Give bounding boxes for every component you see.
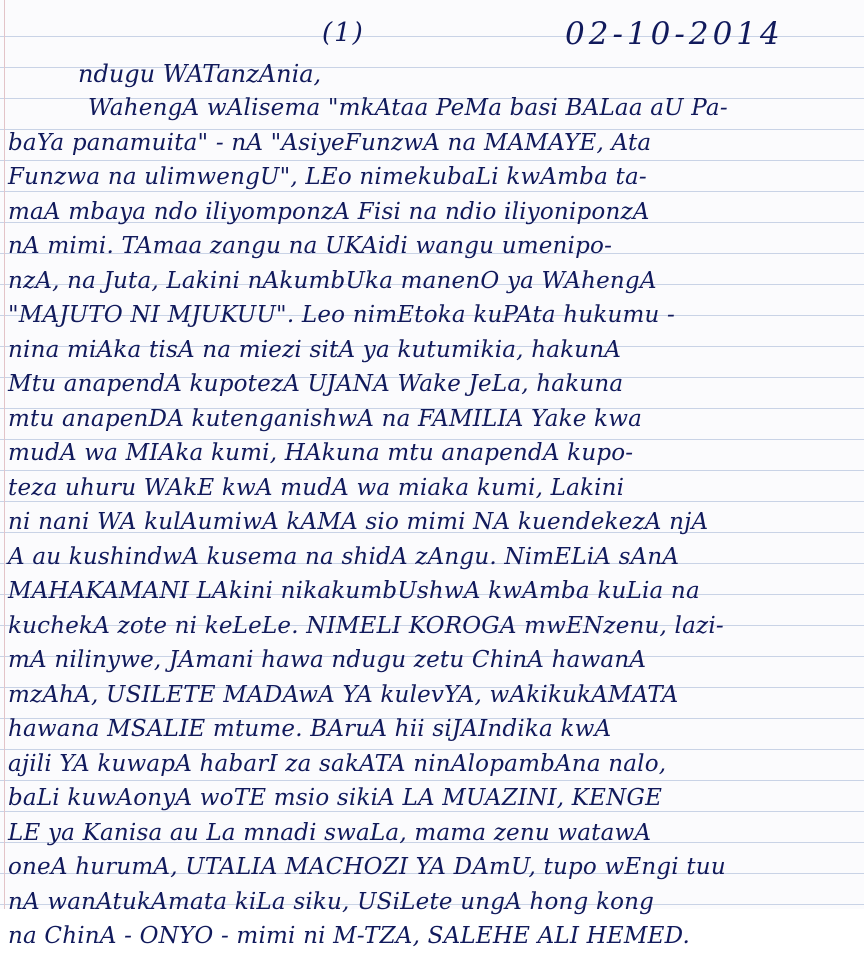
letter-line: LE ya Kanisa au La mnadi swaLa, mama zenu watawA: [8, 819, 652, 846]
salutation: ndugu WATanzAnia,: [78, 60, 322, 88]
letter-line: nA mimi. TAmaa zangu na UKAidi wangu umenipo-: [8, 233, 613, 259]
letter-line: mA nilinywe, JAmani hawa ndugu zetu ChinA hawanA: [8, 647, 647, 673]
letter-line: mtu anapenDA kutenganishwA na FAMILIA Yake kwa: [8, 405, 642, 432]
letter-line: Funzwa na ulimwengU", LEo nimekubaLi kwAmba ta-: [8, 164, 647, 190]
letter-line: ni nani WA kulAumiwA kAMA sio mimi NA kuendekezA njA: [8, 509, 709, 535]
letter-date: 02-10-2014: [565, 16, 784, 52]
letter-line: oneA hurumA, UTALIA MACHOZI YA DAmU, tupo wEngi tuu: [8, 854, 726, 880]
letter-line: nA wanAtukAmata kiLa siku, USiLete ungA hong kong: [8, 888, 655, 915]
letter-line: nzA, na Juta, Lakini nAkumbUka manenO ya WAhengA: [8, 267, 657, 294]
letter-line: mzAhA, USILETE MADAwA YA kulevYA, wAkikukAMATA: [8, 681, 679, 708]
letter-line: Mtu anapendA kupotezA UJANA Wake JeLa, hakuna: [8, 371, 624, 397]
letter-header: [0, 14, 864, 54]
letter-line: WahengA wAlisema "mkAtaa PeMa basi BALaa aU Pa-: [88, 95, 728, 121]
letter-line: kuchekA zote ni keLeLe. NIMELI KOROGA mwENzenu, lazi-: [8, 612, 724, 639]
letter-line: mudA wa MIAka kumi, HAkuna mtu anapendA kupo-: [8, 440, 634, 466]
letter-line: hawana MSALIE mtume. BAruA hii siJAIndika kwA: [8, 716, 612, 742]
letter-body: [8, 91, 860, 954]
letter-line: "MAJUTO NI MJUKUU". Leo nimEtoka kuPAta hukumu -: [8, 302, 675, 328]
letter-line: na ChinA - ONYO - mimi ni M-TZA, SALEHE ALI HEMED.: [8, 923, 690, 949]
margin-line: [4, 0, 5, 909]
letter-line: baLi kuwAonyA woTE msio sikiA LA MUAZINI, KENGE: [8, 785, 663, 811]
letter-line: baYa panamuita" - nA "AsiyeFunzwA na MAMAYE, Ata: [8, 129, 652, 156]
letter-line: A au kushindwA kusema na shidA zAngu. NimELiA sAnA: [8, 543, 680, 570]
page-number: (1): [322, 18, 365, 48]
letter-line: ajili YA kuwapA habarI za sakATA ninAlopambAna nalo,: [8, 750, 667, 777]
letter-line: maA mbaya ndo iliyomponzA Fisi na ndio iliyoniponzA: [8, 198, 650, 225]
letter-line: nina miAka tisA na miezi sitA ya kutumikia, hakunA: [8, 336, 622, 363]
letter-line: MAHAKAMANI LAkini nikakumbUshwA kwAmba kuLia na: [8, 578, 700, 604]
letter-line: teza uhuru WAkE kwA mudA wa miaka kumi, Lakini: [8, 474, 625, 501]
